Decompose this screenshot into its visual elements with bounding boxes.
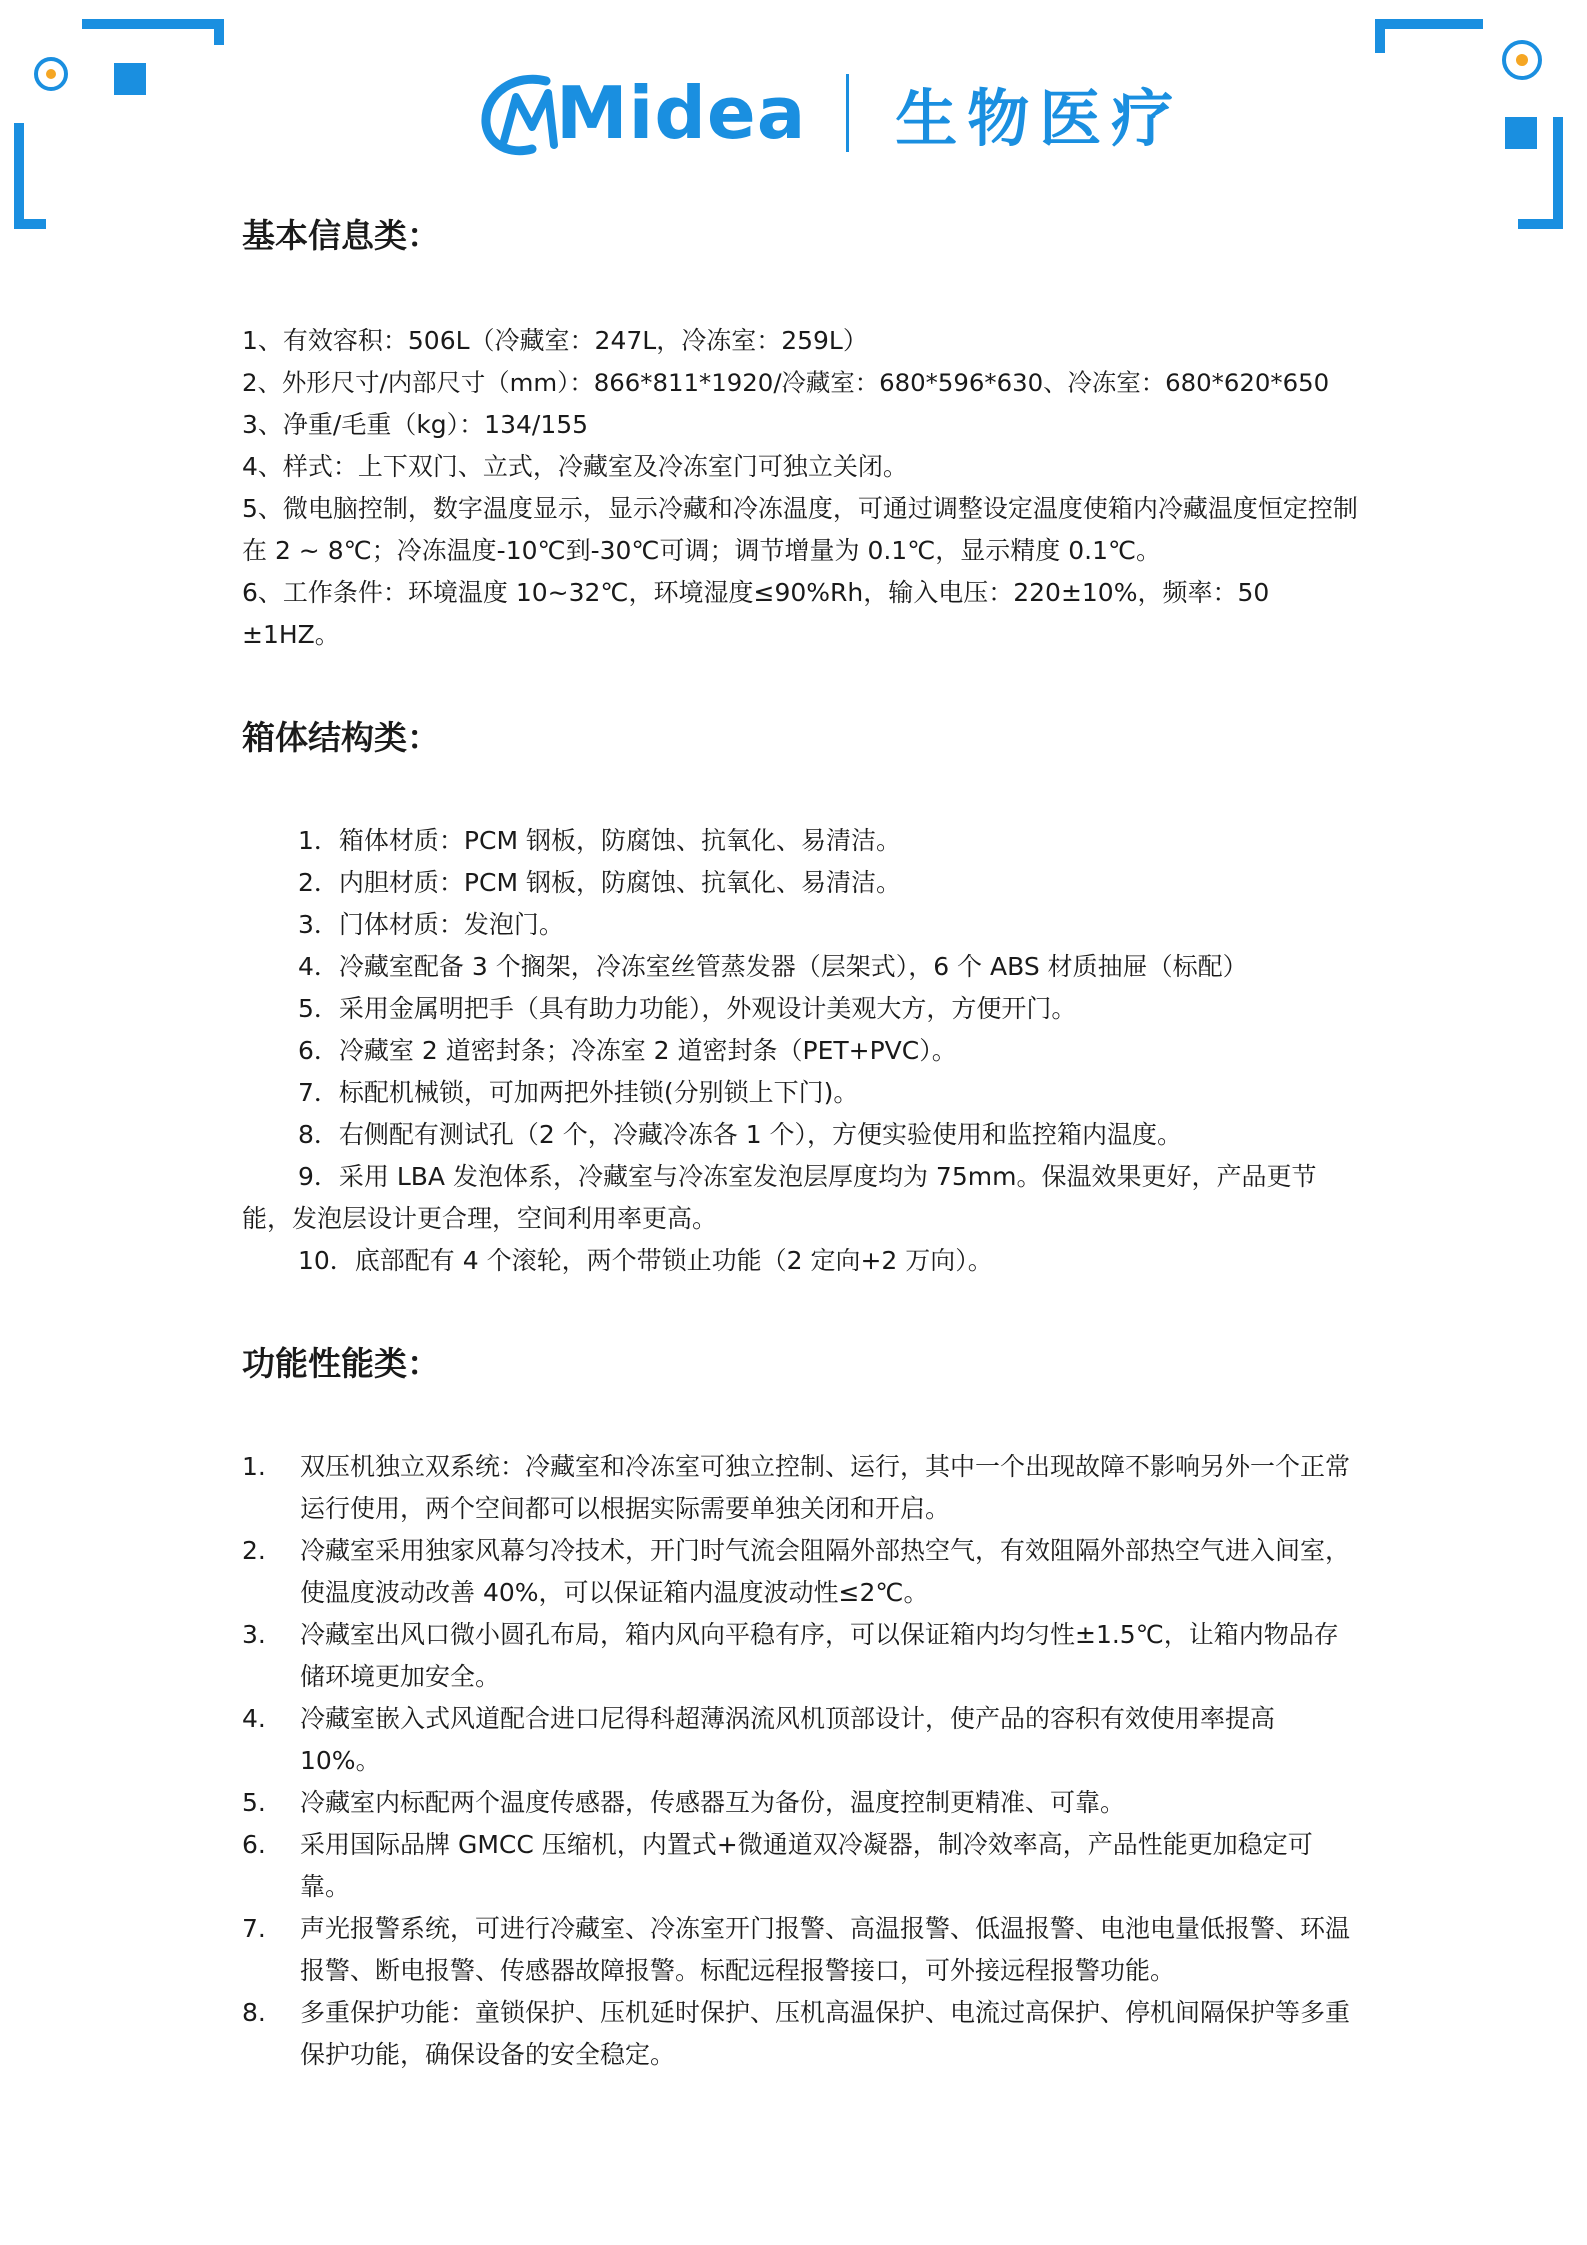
list-item: 2．内胆材质：PCM 钢板，防腐蚀、抗氧化、易清洁。 [298,868,901,897]
brand-name: Midea [556,71,807,155]
list-item: 4．冷藏室配备 3 个搁架，冷冻室丝管蒸发器（层架式），6 个 ABS 材质抽屉（标配） [298,952,1248,981]
item-number: 2. [242,1536,266,1565]
item-number: 8. [242,1998,266,2027]
decor-square-right [1505,117,1537,149]
list-item: 1、有效容积：506L（冷藏室：247L，冷冻室：259L） [242,326,868,355]
midea-swoosh-icon [476,63,564,163]
logo-divider [846,74,849,152]
corner-bracket-top-left-tick [214,19,224,45]
list-item: 9．采用 LBA 发泡体系，冷藏室与冷冻室发泡层厚度均为 75mm。保温效果更好，产品更节能，发泡层设计更合理，空间利用率更高。 [242,1162,1317,1233]
brand-logo [476,58,1183,168]
item-number: 6. [242,1830,266,1859]
item-number: 3. [242,1620,266,1649]
section-basic-info [242,320,1358,656]
list-item: 8．右侧配有测试孔（2 个，冷藏冷冻各 1 个），方便实验使用和监控箱内温度。 [298,1120,1183,1149]
decor-ring-left-icon [34,57,68,91]
section-function-performance [242,1446,1358,2076]
corner-bracket-top-right-tick [1375,19,1385,53]
numbered-item [242,1446,1358,1530]
list-item: 5．采用金属明把手（具有助力功能），外观设计美观大方，方便开门。 [298,994,1077,1023]
list-item: 6、工作条件：环境温度 10~32℃，环境湿度≤90%Rh，输入电压：220±10%，频率：50 ±1HZ。 [242,578,1270,649]
section-title-function-performance: 功能性能类： [242,1344,440,1383]
list-item: 3、净重/毛重（kg）：134/155 [242,410,589,439]
section-title-basic-info: 基本信息类： [242,216,440,255]
list-item: 7．标配机械锁，可加两把外挂锁(分别锁上下门)。 [298,1078,859,1107]
list-item: 4、样式：上下双门、立式，冷藏室及冷冻室门可独立关闭。 [242,452,908,481]
item-text: 冷藏室采用独家风幕匀冷技术，开门时气流会阻隔外部热空气，有效阻隔外部热空气进入间室，使温度波动改善 40%，可以保证箱内温度波动性≤2℃。 [300,1536,1351,1607]
section-cabinet-structure [242,820,1358,1282]
corner-bracket-top-left [82,19,224,29]
brand-division: 生物医疗 [895,81,1184,155]
list-item: 5、微电脑控制，数字温度显示，显示冷藏和冷冻温度，可通过调整设定温度使箱内冷藏温度恒定控制在 2 ~ 8℃；冷冻温度-10℃到-30℃可调；调节增量为 0.1℃，显示精度 0.1℃。 [242,494,1358,565]
corner-bracket-right-side [1553,117,1563,229]
item-number: 4. [242,1704,266,1733]
list-item: 6．冷藏室 2 道密封条；冷冻室 2 道密封条（PET+PVC）。 [298,1036,957,1065]
numbered-item [242,1614,1358,1698]
item-text: 声光报警系统，可进行冷藏室、冷冻室开门报警、高温报警、低温报警、电池电量低报警、环温报警、断电报警、传感器故障报警。标配远程报警接口，可外接远程报警功能。 [300,1914,1351,1985]
numbered-item [242,1782,1358,1824]
item-text: 冷藏室嵌入式风道配合进口尼得科超薄涡流风机顶部设计，使产品的容积有效使用率提高 10%。 [300,1704,1276,1775]
numbered-item [242,1698,1358,1782]
numbered-item [242,1908,1358,1992]
corner-bracket-top-right [1375,19,1483,29]
item-text: 多重保护功能：童锁保护、压机延时保护、压机高温保护、电流过高保护、停机间隔保护等多重保护功能，确保设备的安全稳定。 [300,1998,1351,2069]
decor-ring-right-icon [1502,40,1542,80]
item-text: 采用国际品牌 GMCC 压缩机，内置式+微通道双冷凝器，制冷效率高，产品性能更加稳定可靠。 [300,1830,1313,1901]
item-number: 5. [242,1788,266,1817]
corner-bracket-left-side [14,123,24,229]
list-item: 2、外形尺寸/内部尺寸（mm）：866*811*1920/冷藏室：680*596*630、冷冻室：680*620*650 [242,368,1330,397]
document-body [242,208,1358,2076]
numbered-item [242,1824,1358,1908]
section-title-cabinet-structure: 箱体结构类： [242,718,440,757]
corner-bracket-right-bottom [1518,219,1563,229]
item-text: 双压机独立双系统：冷藏室和冷冻室可独立控制、运行，其中一个出现故障不影响另外一个正常运行使用，两个空间都可以根据实际需要单独关闭和开启。 [300,1452,1351,1523]
numbered-item [242,1992,1358,2076]
decor-square-left [114,63,146,95]
corner-bracket-left-bottom [14,219,46,229]
item-number: 7. [242,1914,266,1943]
list-item: 3．门体材质：发泡门。 [298,910,564,939]
list-item: 10．底部配有 4 个滚轮，两个带锁止功能（2 定向+2 万向）。 [298,1246,993,1275]
item-text: 冷藏室出风口微小圆孔布局，箱内风向平稳有序，可以保证箱内均匀性±1.5℃，让箱内物品存储环境更加安全。 [300,1620,1339,1691]
list-item: 1．箱体材质：PCM 钢板，防腐蚀、抗氧化、易清洁。 [298,826,901,855]
item-text: 冷藏室内标配两个温度传感器，传感器互为备份，温度控制更精准、可靠。 [300,1788,1126,1817]
numbered-item [242,1530,1358,1614]
item-number: 1. [242,1452,266,1481]
